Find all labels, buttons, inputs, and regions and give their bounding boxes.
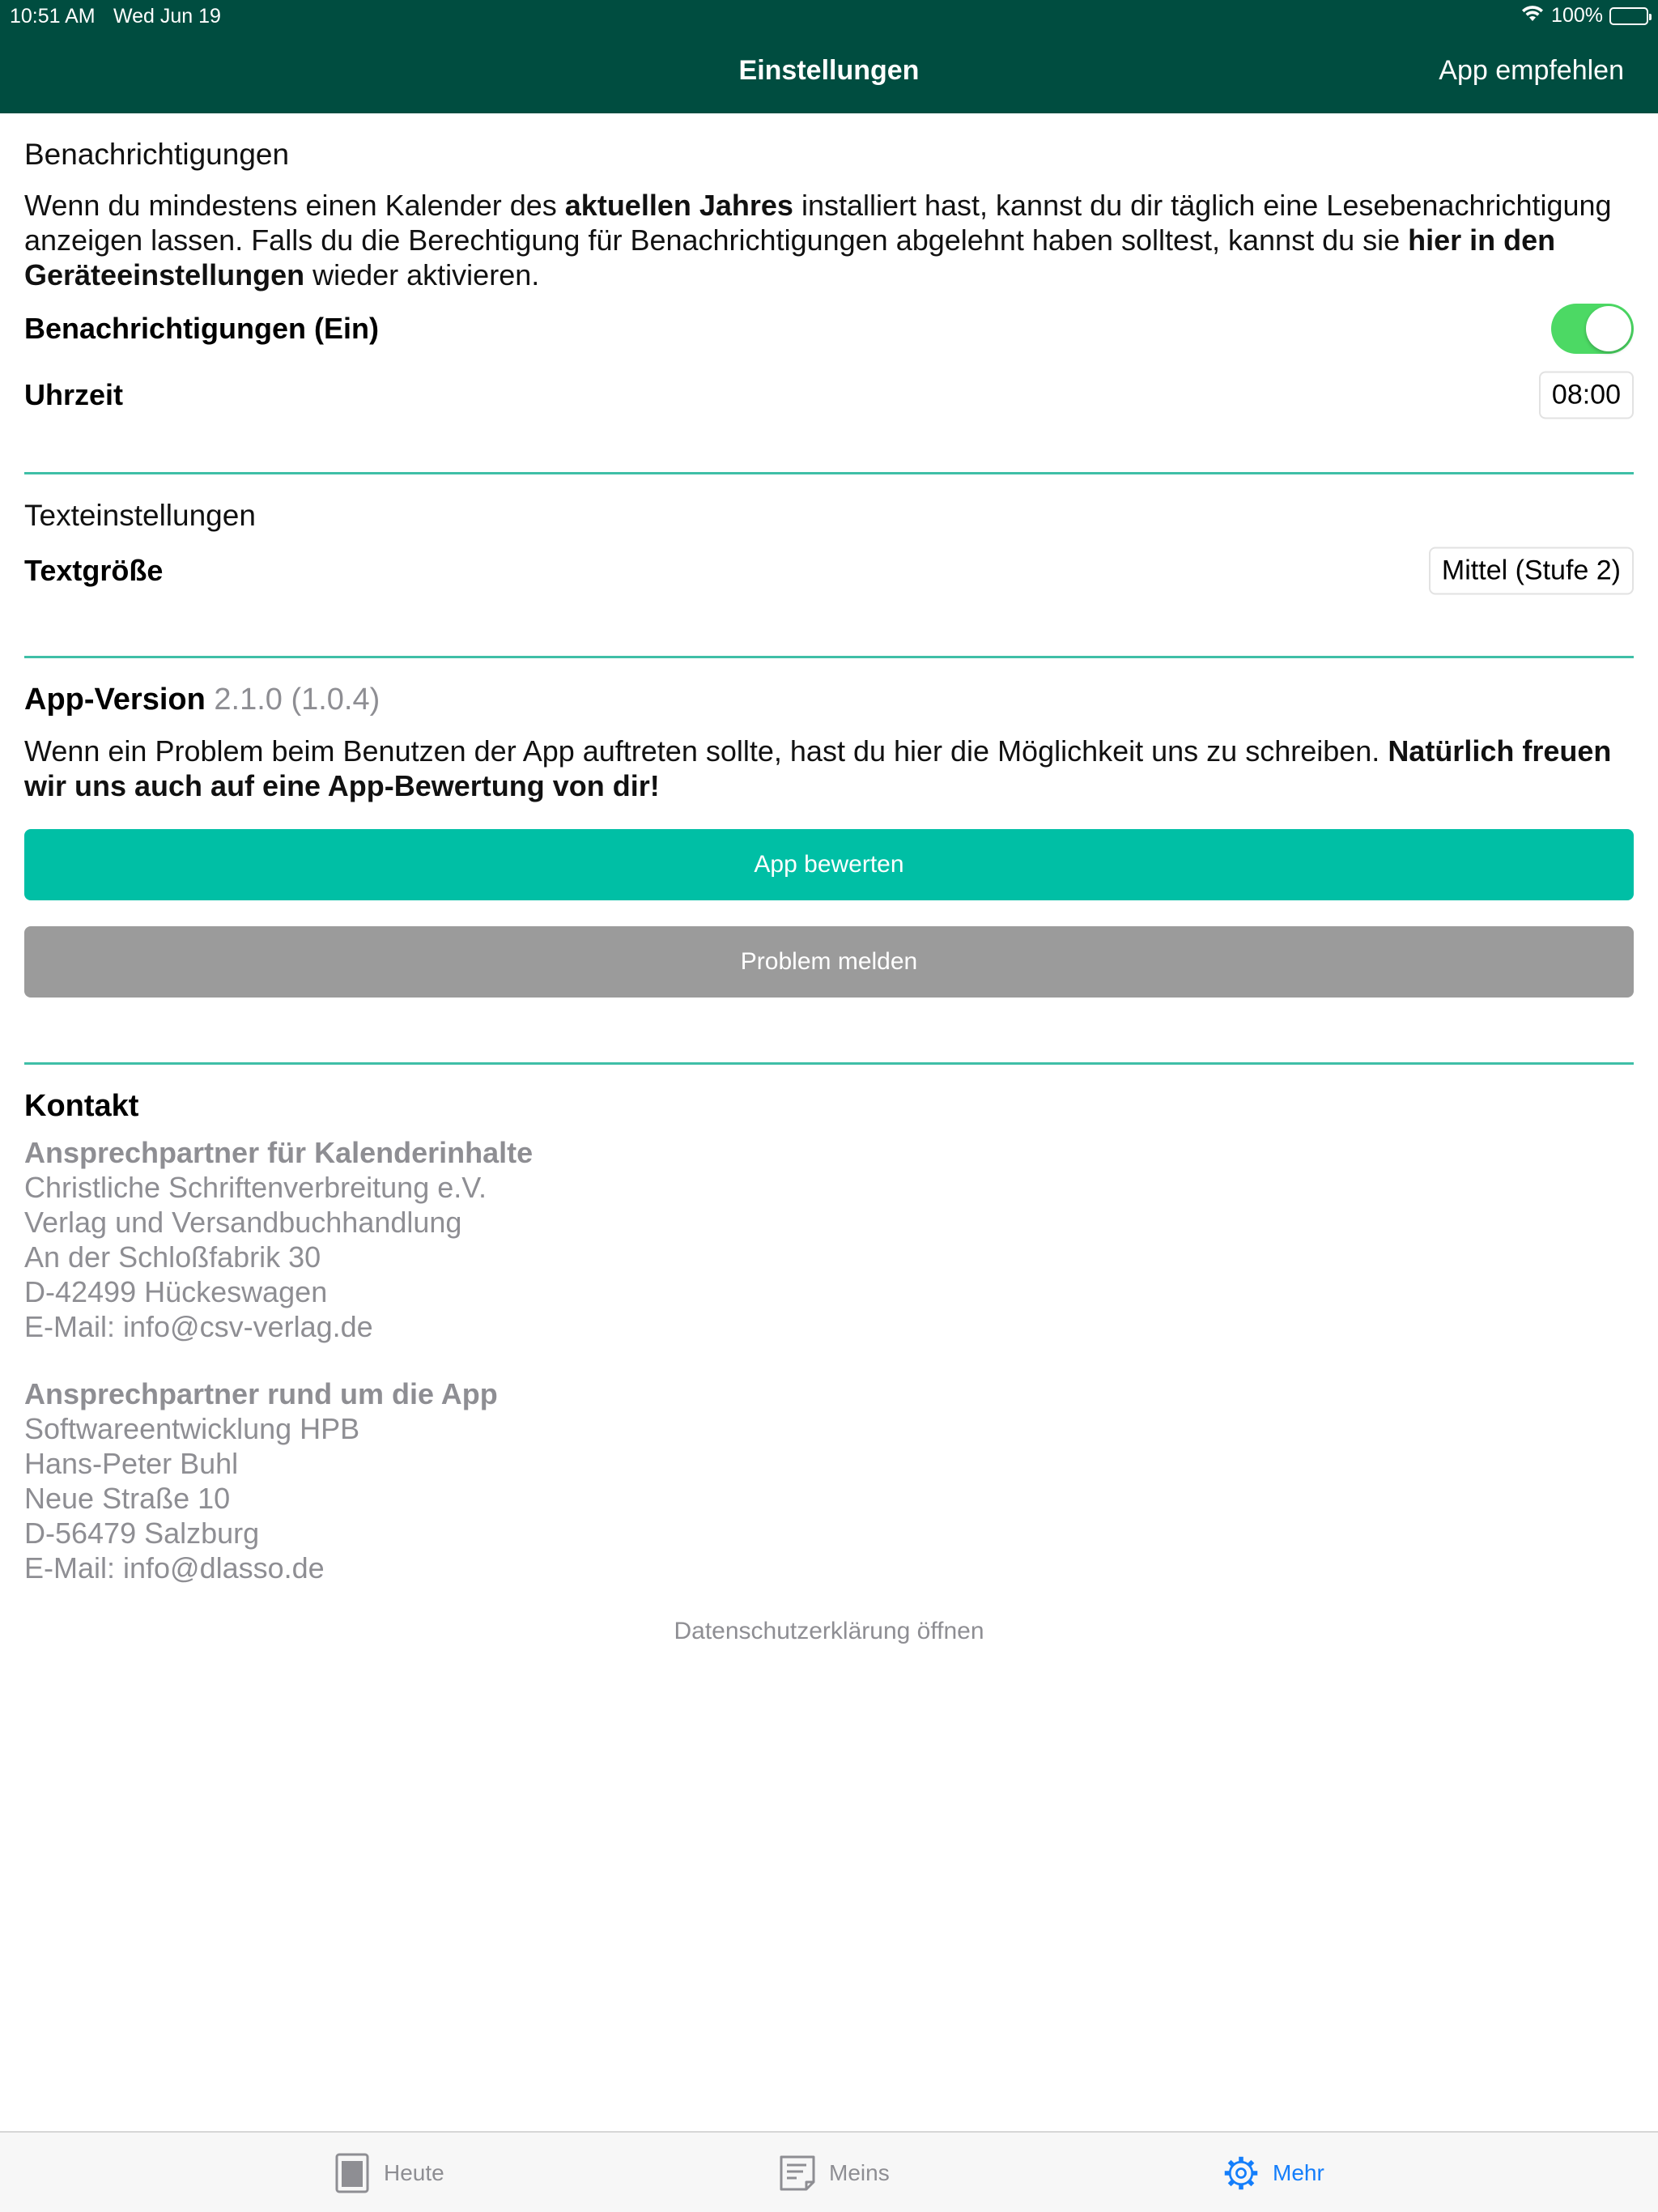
app-version-description xyxy=(24,734,1634,803)
tab-heute[interactable] xyxy=(334,2133,444,2212)
description-text: installiert hast, kannst du dir täglich eine Lesebenachrichtigung anzeigen lassen. Falls du die Berechtigung für Benachrichtigungen abgelehnt haben solltest, kannst du sie xyxy=(24,189,1612,257)
text-size-label: Textgröße xyxy=(24,554,164,587)
text-size-picker[interactable]: Mittel (Stufe 2) xyxy=(1429,547,1634,595)
recommend-app-button[interactable]: App empfehlen xyxy=(1439,55,1624,86)
time-row xyxy=(24,367,1634,423)
tab-mehr[interactable] xyxy=(1222,2133,1324,2212)
description-bold: aktuellen Jahres xyxy=(564,189,793,222)
gear-icon xyxy=(1222,2155,1260,2192)
navigation-bar xyxy=(0,0,1658,113)
rate-app-button[interactable]: App bewerten xyxy=(24,829,1634,900)
report-problem-button[interactable]: Problem melden xyxy=(24,926,1634,998)
tab-label: Heute xyxy=(384,2160,444,2185)
tab-meins[interactable] xyxy=(779,2133,890,2212)
app-version-line xyxy=(24,683,1634,717)
page-title: Einstellungen xyxy=(738,55,920,86)
status-indicators xyxy=(1520,3,1648,28)
contact-line: D-42499 Hückeswagen xyxy=(24,1275,328,1308)
contact-line: Hans-Peter Buhl xyxy=(24,1447,239,1480)
settings-content xyxy=(24,138,1634,1645)
contact-heading: Kontakt xyxy=(24,1089,139,1123)
contact-content-title: Ansprechpartner für Kalenderinhalte xyxy=(24,1136,534,1169)
contact-email-link[interactable]: E-Mail: info@csv-verlag.de xyxy=(24,1310,373,1343)
app-version-label: App-Version xyxy=(24,683,206,717)
notifications-description xyxy=(24,188,1634,292)
contact-line: D-56479 Salzburg xyxy=(24,1516,260,1550)
notifications-heading: Benachrichtigungen xyxy=(24,138,290,171)
wifi-icon xyxy=(1520,3,1545,28)
tab-label: Mehr xyxy=(1273,2160,1324,2185)
contact-line: Softwareentwicklung HPB xyxy=(24,1412,360,1445)
device-settings-link[interactable]: hier in den Geräteeinstellungen xyxy=(24,223,1556,291)
text-settings-heading: Texteinstellungen xyxy=(24,499,256,532)
description-text: Wenn du mindestens einen Kalender des xyxy=(24,189,565,222)
section-divider xyxy=(24,656,1634,658)
notifications-toggle[interactable] xyxy=(1551,304,1634,354)
time-picker[interactable]: 08:00 xyxy=(1539,372,1634,419)
calendar-page-icon xyxy=(334,2155,371,2192)
status-date: Wed Jun 19 xyxy=(113,5,221,28)
battery-icon xyxy=(1609,7,1648,25)
contact-content-block xyxy=(24,1135,1634,1344)
section-divider xyxy=(24,1062,1634,1065)
app-version-value: 2.1.0 (1.0.4) xyxy=(214,683,380,717)
notes-icon xyxy=(779,2155,816,2192)
text-size-row xyxy=(24,542,1634,599)
contact-line: Neue Straße 10 xyxy=(24,1482,231,1515)
tab-bar xyxy=(0,2131,1658,2212)
contact-line: An der Schloßfabrik 30 xyxy=(24,1240,321,1274)
description-bold: Natürlich freuen wir uns auch auf eine App-Bewertung von dir! xyxy=(24,734,1612,802)
status-time: 10:51 AM xyxy=(10,5,96,28)
contact-app-block xyxy=(24,1376,1634,1585)
description-text: wieder aktivieren. xyxy=(304,258,540,291)
notifications-toggle-row xyxy=(24,300,1634,357)
toggle-knob xyxy=(1586,306,1631,351)
section-divider xyxy=(24,472,1634,474)
notifications-toggle-label: Benachrichtigungen (Ein) xyxy=(24,312,380,345)
privacy-policy-link[interactable]: Datenschutzerklärung öffnen xyxy=(674,1618,984,1644)
time-label: Uhrzeit xyxy=(24,378,124,411)
contact-line: Christliche Schriftenverbreitung e.V. xyxy=(24,1171,487,1204)
contact-app-title: Ansprechpartner rund um die App xyxy=(24,1377,498,1410)
contact-line: Verlag und Versandbuchhandlung xyxy=(24,1206,462,1239)
battery-percent: 100% xyxy=(1551,4,1603,27)
contact-email-link[interactable]: E-Mail: info@dlasso.de xyxy=(24,1551,325,1585)
description-text: Wenn ein Problem beim Benutzen der App auftreten sollte, hast du hier die Möglichkeit uns zu schreiben. xyxy=(24,734,1388,768)
tab-label: Meins xyxy=(829,2160,890,2185)
